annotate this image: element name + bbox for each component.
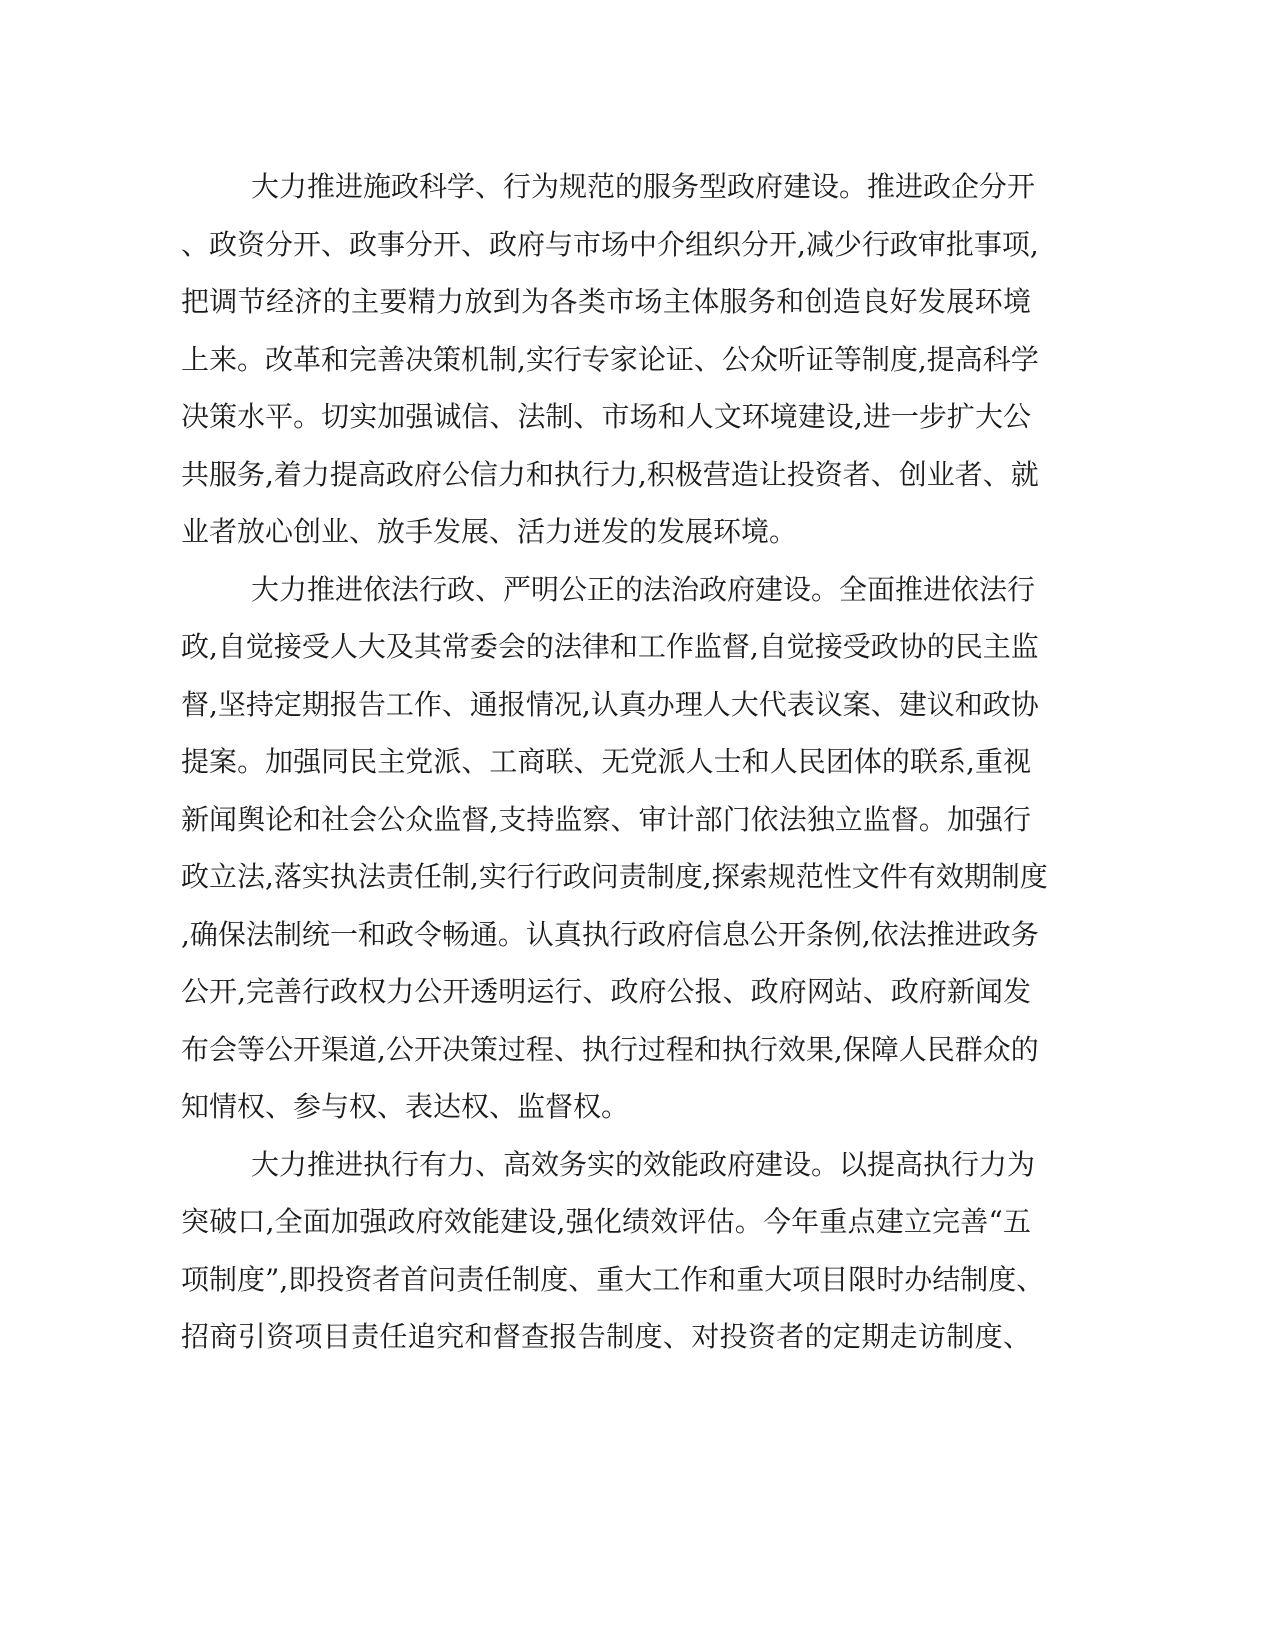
paragraph-2-line-7: ,确保法制统一和政令畅通。认真执行政府信息公开条例,依法推进政务 — [181, 917, 1039, 951]
paragraph-2-line-2: 政,自觉接受人大及其常委会的法律和工作监督,自觉接受政协的民主监 — [181, 630, 1039, 663]
paragraph-1-line-7: 业者放心创业、放手发展、活力迸发的发展环境。 — [181, 515, 798, 548]
paragraph-1-line-4: 上来。改革和完善决策机制,实行专家论证、公众听证等制度,提高科学 — [181, 342, 1039, 376]
paragraph-1-line-5: 决策水平。切实加强诚信、法制、市场和人文环境建设,进一步扩大公 — [181, 400, 1031, 433]
paragraph-2-line-5: 新闻舆论和社会公众监督,支持监察、审计部门依法独立监督。加强行 — [181, 802, 1031, 836]
paragraph-2-line-9: 布会等公开渠道,公开决策过程、执行过程和执行效果,保障人民群众的 — [181, 1032, 1039, 1066]
paragraph-1-line-6: 共服务,着力提高政府公信力和执行力,积极营造让投资者、创业者、就 — [181, 457, 1039, 491]
document-body — [181, 158, 1048, 1366]
paragraph-3-line-3: 项制度”,即投资者首问责任制度、重大工作和重大项目限时办结制度、 — [181, 1262, 1045, 1296]
paragraph-3-line-2: 突破口,全面加强政府效能建设,强化绩效评估。今年重点建立完善“五 — [181, 1205, 1031, 1238]
paragraph-2-line-3: 督,坚持定期报告工作、通报情况,认真办理人大代表议案、建议和政协 — [181, 687, 1039, 721]
paragraph-2-line-8: 公开,完善行政权力公开透明运行、政府公报、政府网站、政府新闻发 — [181, 975, 1031, 1008]
paragraph-2-line-1: 大力推进依法行政、严明公正的法治政府建设。全面推进依法行 — [251, 572, 1036, 606]
paragraph-2-line-4: 提案。加强同民主党派、工商联、无党派人士和人民团体的联系,重视 — [181, 745, 1031, 778]
paragraph-1-line-3: 把调节经济的主要精力放到为各类市场主体服务和创造良好发展环境 — [181, 285, 1031, 318]
paragraph-3-line-4: 招商引资项目责任追究和督查报告制度、对投资者的定期走访制度、 — [181, 1320, 1031, 1353]
paragraph-1-line-2: 、政资分开、政事分开、政府与市场中介组织分开,减少行政审批事项, — [181, 227, 1039, 261]
paragraph-1-line-1: 大力推进施政科学、行为规范的服务型政府建设。推进政企分开 — [251, 170, 1036, 203]
paragraph-2-line-10: 知情权、参与权、表达权、监督权。 — [181, 1090, 630, 1123]
paragraph-3-line-1: 大力推进执行有力、高效务实的效能政府建设。以提高执行力为 — [251, 1147, 1036, 1181]
paragraph-2-line-6: 政立法,落实执法责任制,实行行政问责制度,探索规范性文件有效期制度 — [181, 860, 1048, 893]
